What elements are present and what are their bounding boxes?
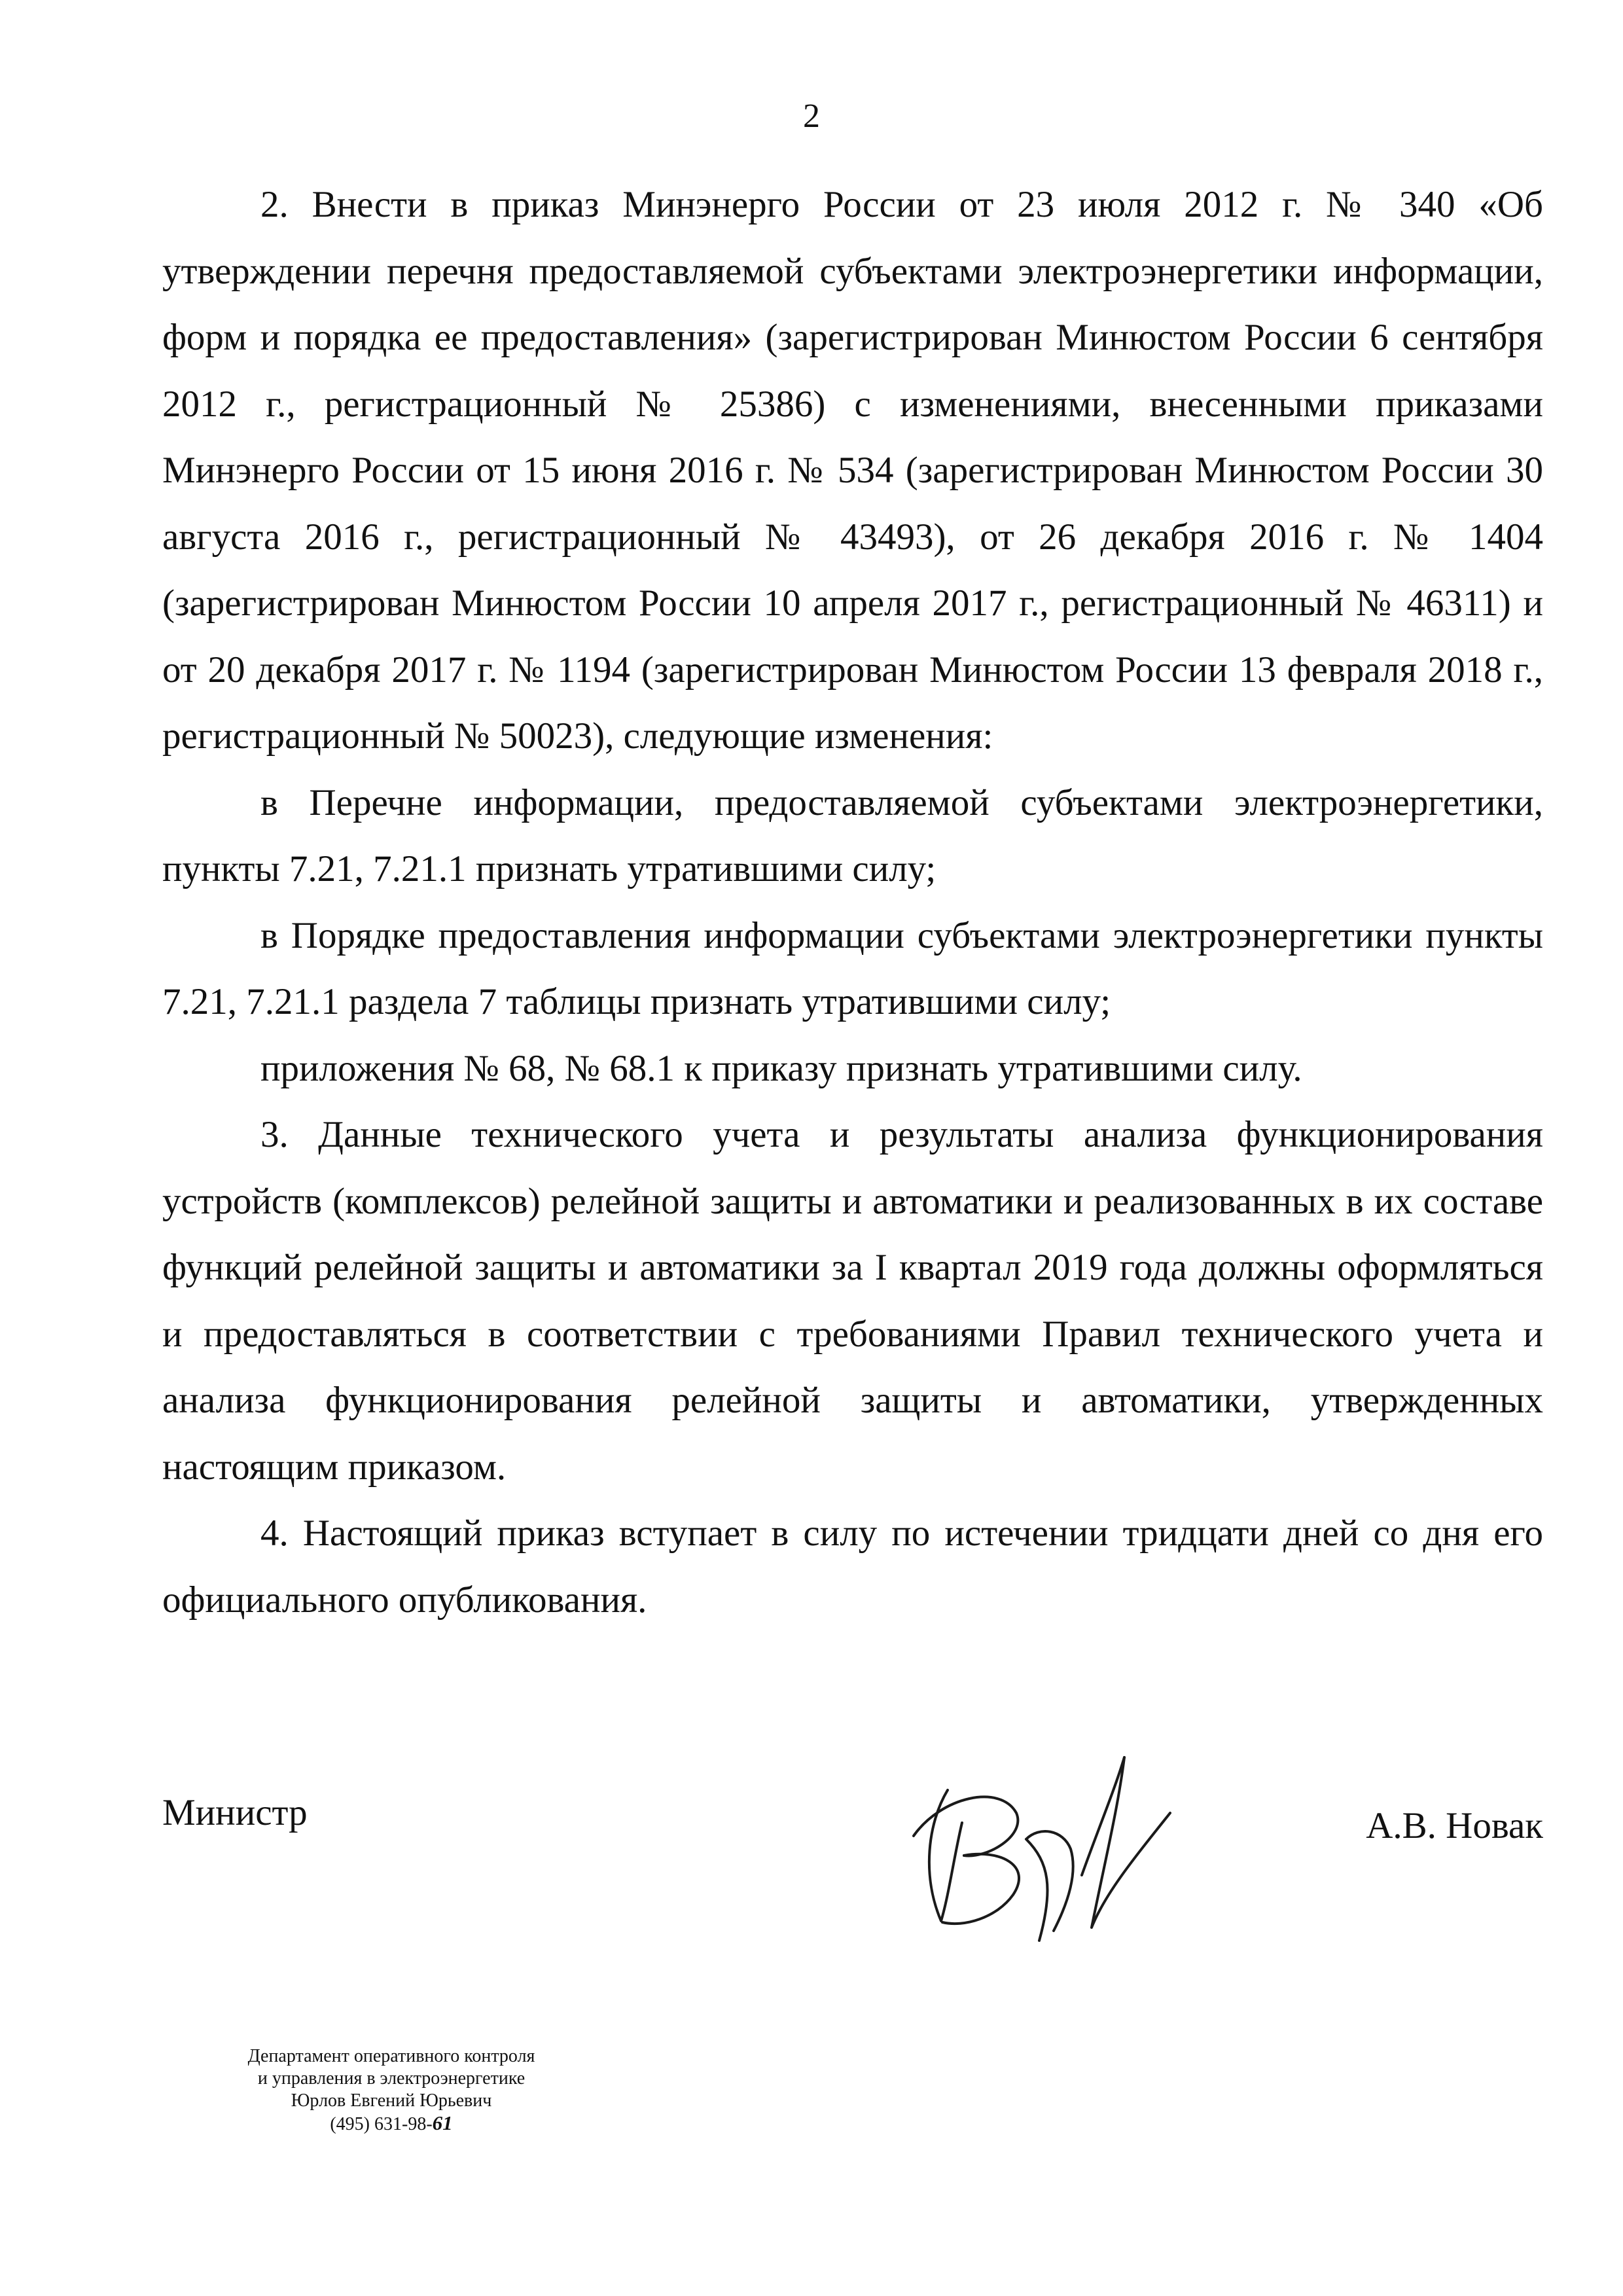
signatory-name: А.В. Новак xyxy=(1366,1805,1543,1846)
page-number: 2 xyxy=(803,98,820,135)
signature-icon xyxy=(902,1751,1190,1947)
paragraph-item-4: 4. Настоящий приказ вступает в силу по истечении тридцати дней со дня его официального опубликования. xyxy=(162,1513,1543,1621)
phone-handwritten: 61 xyxy=(432,2111,453,2134)
paragraph-poryadok-change: в Порядке предоставления информации субъектами электроэнергетики пункты 7.21, 7.21.1 раздела 7 таблицы признать утратившими силу; xyxy=(162,914,1543,1022)
department-line-1: Департамент оперативного контроля xyxy=(247,2046,535,2066)
contact-phone xyxy=(208,2112,575,2136)
paragraph-item-2: 2. Внести в приказ Минэнерго России от 23 июля 2012 г. № 340 «Об утверждении перечня предоставляемой субъектами электроэнергетики информации, форм и порядка ее предоставления» (зарегистрирован Минюстом России 6 сентября 2012 г., регистрационный № 25386) с изменениями, внесенными приказами Минэнерго России от 15 июня 2016 г. № 534 (зарегистрирован Минюстом России 30 августа 2016 г., регистрационный № 43493), от 26 декабря 2016 г. № 1404 (зарегистрирован Минюстом России 10 апреля 2017 г., регистрационный № 46311) и от 20 декабря 2017 г. № 1194 (зарегистрирован Минюстом России 13 февраля 2018 г., регистрационный № 50023), следующие изменения: xyxy=(162,184,1543,757)
phone-printed: (495) 631-98- xyxy=(330,2114,433,2134)
signatory-title: Министр xyxy=(162,1792,308,1833)
paragraph-perechen-change: в Перечне информации, предоставляемой субъектами электроэнергетики, пункты 7.21, 7.21.1 признать утратившими силу; xyxy=(162,781,1543,889)
executor-note xyxy=(208,2045,575,2136)
department-line-2: и управления в электроэнергетике xyxy=(257,2068,526,2089)
signature-block xyxy=(162,1770,1543,1967)
paragraph-appendices-change: приложения № 68, № 68.1 к приказу признать утратившими силу. xyxy=(260,1047,1302,1089)
document-body xyxy=(162,171,1543,1633)
paragraph-item-3: 3. Данные технического учета и результаты анализа функционирования устройств (комплексов) релейной защиты и автоматики и реализованных в их составе функций релейной защиты и автоматики за I квартал 2019 года должны оформляться и предоставляться в соответствии с требованиями Правил технического учета и анализа функционирования релейной защиты и автоматики, утвержденных настоящим приказом. xyxy=(162,1114,1543,1488)
handwritten-signature xyxy=(902,1751,1190,1947)
contact-name: Юрлов Евгений Юрьевич xyxy=(291,2090,492,2111)
